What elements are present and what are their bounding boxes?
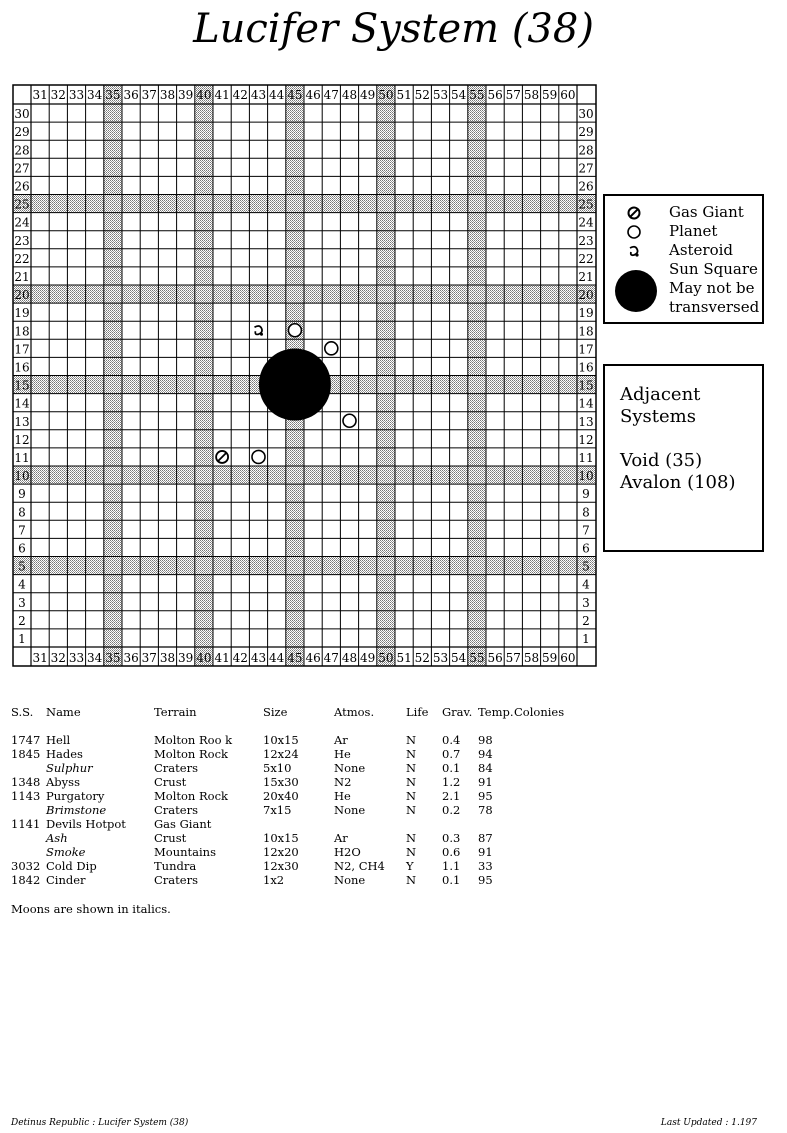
- legend-planet-label: Planet: [669, 222, 718, 240]
- row-label: 4: [582, 577, 590, 592]
- cell-temp: 87: [478, 831, 493, 845]
- column-label: 56: [487, 88, 503, 102]
- legend-gas-giant-label: Gas Giant: [669, 203, 744, 221]
- row-label: 2: [18, 613, 26, 628]
- row-label: 23: [578, 233, 594, 248]
- planet-marker: [343, 414, 356, 427]
- row-label: 18: [14, 324, 30, 339]
- cell-name: Smoke: [46, 845, 86, 859]
- adjacent-system-avalon: Avalon (108): [620, 472, 736, 493]
- row-label: 9: [18, 487, 26, 502]
- header-terrain: Terrain: [154, 705, 197, 719]
- adjacent-system-void: Void (35): [620, 450, 703, 471]
- cell-life: N: [406, 789, 417, 803]
- row-label: 6: [18, 541, 26, 556]
- row-label: 14: [14, 396, 30, 411]
- column-label: 44: [269, 651, 285, 665]
- column-label: 46: [305, 88, 321, 102]
- row-label: 13: [14, 414, 30, 429]
- cell-terrain: Gas Giant: [154, 817, 212, 831]
- cell-ss: 1141: [11, 817, 41, 831]
- column-label: 38: [159, 88, 176, 102]
- row-label: 23: [14, 233, 30, 248]
- row-label: 3: [18, 595, 26, 610]
- cell-grav: 2.1: [442, 789, 461, 803]
- cell-terrain: Molton Rock: [154, 789, 228, 803]
- column-label: 43: [250, 88, 267, 102]
- gas-giant-icon: [626, 205, 642, 221]
- row-label: 7: [582, 523, 590, 538]
- row-label: 2: [582, 613, 590, 628]
- cell-name: Brimstone: [46, 803, 107, 817]
- column-label: 37: [141, 651, 157, 665]
- column-label: 45: [287, 651, 303, 665]
- cell-terrain: Molton Roo k: [154, 733, 233, 747]
- row-label: 27: [578, 161, 594, 176]
- system-grid-map: [0, 0, 600, 680]
- row-label: 20: [14, 288, 30, 303]
- column-label: 39: [178, 88, 194, 102]
- row-label: 18: [578, 324, 594, 339]
- column-label: 54: [451, 88, 467, 102]
- cell-size: 15x30: [263, 775, 299, 789]
- column-label: 47: [323, 88, 339, 102]
- cell-terrain: Crust: [154, 831, 187, 845]
- row-label: 3: [582, 595, 590, 610]
- cell-temp: 94: [478, 747, 493, 761]
- cell-ss: 1348: [11, 775, 41, 789]
- row-label: 22: [578, 251, 594, 266]
- cell-size: 12x30: [263, 859, 299, 873]
- row-label: 10: [14, 469, 30, 484]
- row-label: 15: [14, 378, 30, 393]
- page-title: Lucifer System (38): [193, 6, 594, 52]
- column-label: 37: [141, 88, 157, 102]
- cell-temp: 95: [478, 873, 493, 887]
- column-label: 31: [32, 651, 48, 665]
- cell-grav: 0.1: [442, 873, 461, 887]
- column-label: 51: [396, 88, 412, 102]
- row-label: 10: [578, 469, 594, 484]
- column-label: 38: [159, 651, 176, 665]
- cell-ss: 1747: [11, 733, 41, 747]
- column-label: 48: [341, 651, 358, 665]
- cell-size: 10x15: [263, 733, 299, 747]
- cell-size: 1x2: [263, 873, 285, 887]
- row-label: 30: [578, 107, 594, 122]
- cell-atmos: He: [334, 789, 351, 803]
- moons-note: Moons are shown in italics.: [11, 902, 171, 916]
- cell-grav: 0.3: [442, 831, 461, 845]
- asteroid-marker: [260, 333, 263, 336]
- row-label: 12: [14, 432, 30, 447]
- row-label: 27: [14, 161, 30, 176]
- legend-asteroid-label: Asteroid: [669, 241, 734, 259]
- planet-icon: [626, 224, 642, 240]
- asteroid-icon: [626, 243, 642, 259]
- column-label: 32: [50, 88, 66, 102]
- planet-marker: [252, 450, 265, 463]
- row-label: 8: [18, 505, 26, 520]
- column-label: 34: [87, 88, 103, 102]
- column-label: 60: [560, 651, 576, 665]
- adjacent-systems-box: [603, 364, 764, 552]
- row-label: 15: [578, 378, 594, 393]
- column-label: 35: [105, 88, 121, 102]
- cell-ss: 3032: [11, 859, 41, 873]
- cell-grav: 1.2: [442, 775, 461, 789]
- cell-temp: 33: [478, 859, 493, 873]
- column-label: 33: [68, 651, 85, 665]
- cell-terrain: Mountains: [154, 845, 216, 859]
- column-label: 50: [378, 88, 394, 102]
- cell-name: Purgatory: [46, 789, 105, 803]
- cell-grav: 1.1: [442, 859, 461, 873]
- row-label: 25: [14, 197, 30, 212]
- row-label: 5: [18, 559, 26, 574]
- column-label: 49: [360, 651, 376, 665]
- cell-life: N: [406, 747, 417, 761]
- cell-size: 7x15: [263, 803, 292, 817]
- row-label: 9: [582, 487, 590, 502]
- header-name: Name: [46, 705, 81, 719]
- cell-terrain: Craters: [154, 873, 198, 887]
- column-label: 33: [68, 88, 85, 102]
- cell-grav: 0.2: [442, 803, 461, 817]
- column-label: 35: [105, 651, 121, 665]
- cell-grav: 0.4: [442, 733, 461, 747]
- row-label: 14: [578, 396, 594, 411]
- cell-temp: 78: [478, 803, 493, 817]
- cell-name: Ash: [46, 831, 68, 845]
- row-label: 26: [578, 179, 594, 194]
- row-label: 12: [578, 432, 594, 447]
- column-label: 46: [305, 651, 321, 665]
- column-label: 59: [542, 651, 558, 665]
- row-label: 26: [14, 179, 30, 194]
- column-label: 57: [505, 88, 521, 102]
- column-label: 57: [505, 651, 521, 665]
- header-colonies: Colonies: [514, 705, 565, 719]
- cell-grav: 0.6: [442, 845, 461, 859]
- cell-name: Devils Hotpot: [46, 817, 126, 831]
- row-label: 24: [14, 215, 30, 230]
- cell-temp: 98: [478, 733, 493, 747]
- header-grav: Grav.: [442, 705, 473, 719]
- legend-box: [603, 194, 764, 324]
- sun-square-icon: [614, 269, 658, 313]
- cell-terrain: Molton Rock: [154, 747, 228, 761]
- cell-size: 12x24: [263, 747, 299, 761]
- header-life: Life: [406, 705, 429, 719]
- row-label: 24: [578, 215, 594, 230]
- cell-name: Hades: [46, 747, 83, 761]
- cell-name: Abyss: [46, 775, 80, 789]
- legend-sun-line1: Sun Square: [669, 260, 758, 278]
- row-label: 16: [14, 360, 30, 375]
- cell-atmos: None: [334, 803, 366, 817]
- column-label: 42: [232, 651, 248, 665]
- row-label: 1: [18, 632, 26, 646]
- header-ss: S.S.: [11, 705, 34, 719]
- row-label: 17: [578, 342, 594, 357]
- column-label: 53: [432, 88, 449, 102]
- column-label: 60: [560, 88, 576, 102]
- column-label: 36: [123, 651, 139, 665]
- column-label: 43: [250, 651, 267, 665]
- column-label: 58: [523, 651, 540, 665]
- cell-ss: 1845: [11, 747, 41, 761]
- planet-marker: [325, 342, 338, 355]
- cell-temp: 95: [478, 789, 493, 803]
- cell-life: N: [406, 775, 417, 789]
- row-label: 29: [14, 125, 30, 140]
- column-label: 52: [414, 651, 430, 665]
- cell-terrain: Crust: [154, 775, 187, 789]
- cell-terrain: Craters: [154, 761, 198, 775]
- legend-sun-line2: May not be: [669, 279, 755, 297]
- row-label: 21: [14, 270, 30, 284]
- column-label: 40: [196, 88, 212, 102]
- row-label: 17: [14, 342, 30, 357]
- cell-atmos: None: [334, 761, 366, 775]
- row-label: 7: [18, 523, 26, 538]
- cell-name: Sulphur: [46, 761, 93, 775]
- footer-right: Last Updated : 1.197: [660, 1118, 757, 1128]
- row-label: 20: [578, 288, 594, 303]
- cell-size: 5x10: [263, 761, 292, 775]
- row-label: 19: [578, 306, 594, 321]
- row-label: 8: [582, 505, 590, 520]
- cell-name: Cold Dip: [46, 859, 97, 873]
- adjacent-title-line2: Systems: [620, 406, 696, 427]
- column-label: 41: [214, 88, 230, 102]
- cell-atmos: N2: [334, 775, 352, 789]
- row-label: 13: [578, 414, 594, 429]
- header-atmos: Atmos.: [334, 705, 375, 719]
- column-label: 49: [360, 88, 376, 102]
- row-label: 28: [14, 143, 30, 158]
- column-label: 53: [432, 651, 449, 665]
- column-label: 56: [487, 651, 503, 665]
- cell-size: 10x15: [263, 831, 299, 845]
- row-label: 30: [14, 107, 30, 122]
- column-label: 59: [542, 88, 558, 102]
- row-label: 1: [582, 632, 590, 646]
- column-label: 50: [378, 651, 394, 665]
- column-label: 58: [523, 88, 540, 102]
- cell-ss: 1842: [11, 873, 41, 887]
- cell-atmos: Ar: [334, 831, 348, 845]
- column-label: 52: [414, 88, 430, 102]
- sun-square: [259, 349, 331, 421]
- cell-atmos: N2, CH4: [334, 859, 385, 873]
- row-label: 11: [578, 451, 594, 465]
- cell-atmos: Ar: [334, 733, 348, 747]
- row-label: 11: [14, 451, 30, 465]
- cell-atmos: H2O: [334, 845, 361, 859]
- cell-grav: 0.1: [442, 761, 461, 775]
- column-label: 34: [87, 651, 103, 665]
- column-label: 55: [469, 88, 485, 102]
- column-label: 40: [196, 651, 212, 665]
- header-temp: Temp.: [478, 705, 514, 719]
- column-label: 42: [232, 88, 248, 102]
- row-label: 6: [582, 541, 590, 556]
- column-label: 32: [50, 651, 66, 665]
- cell-size: 20x40: [263, 789, 299, 803]
- column-label: 31: [32, 88, 48, 102]
- cell-life: N: [406, 873, 417, 887]
- row-label: 5: [582, 559, 590, 574]
- row-label: 21: [578, 270, 594, 284]
- cell-atmos: None: [334, 873, 366, 887]
- column-label: 45: [287, 88, 303, 102]
- cell-life: N: [406, 733, 417, 747]
- cell-temp: 91: [478, 845, 493, 859]
- row-label: 29: [578, 125, 594, 140]
- cell-life: Y: [406, 859, 414, 873]
- cell-grav: 0.7: [442, 747, 461, 761]
- column-label: 44: [269, 88, 285, 102]
- legend-sun-line3: transversed: [669, 298, 760, 316]
- column-label: 51: [396, 651, 412, 665]
- cell-name: Cinder: [46, 873, 86, 887]
- row-label: 19: [14, 306, 30, 321]
- column-label: 55: [469, 651, 485, 665]
- cell-terrain: Tundra: [154, 859, 197, 873]
- cell-ss: 1143: [11, 789, 41, 803]
- row-label: 4: [18, 577, 26, 592]
- column-label: 48: [341, 88, 358, 102]
- cell-life: N: [406, 761, 417, 775]
- column-label: 47: [323, 651, 339, 665]
- adjacent-title-line1: Adjacent: [620, 384, 701, 405]
- cell-size: 12x20: [263, 845, 299, 859]
- cell-life: N: [406, 803, 417, 817]
- cell-terrain: Craters: [154, 803, 198, 817]
- cell-temp: 91: [478, 775, 493, 789]
- cell-temp: 84: [478, 761, 493, 775]
- column-label: 36: [123, 88, 139, 102]
- footer-left: Detinus Republic : Lucifer System (38): [11, 1118, 189, 1128]
- row-label: 28: [578, 143, 594, 158]
- cell-life: N: [406, 831, 417, 845]
- cell-atmos: He: [334, 747, 351, 761]
- column-label: 54: [451, 651, 467, 665]
- cell-name: Hell: [46, 733, 71, 747]
- row-label: 16: [578, 360, 594, 375]
- column-label: 39: [178, 651, 194, 665]
- planet-marker: [288, 324, 301, 337]
- header-size: Size: [263, 705, 288, 719]
- row-label: 22: [14, 251, 30, 266]
- row-label: 25: [578, 197, 594, 212]
- column-label: 41: [214, 651, 230, 665]
- cell-life: N: [406, 845, 417, 859]
